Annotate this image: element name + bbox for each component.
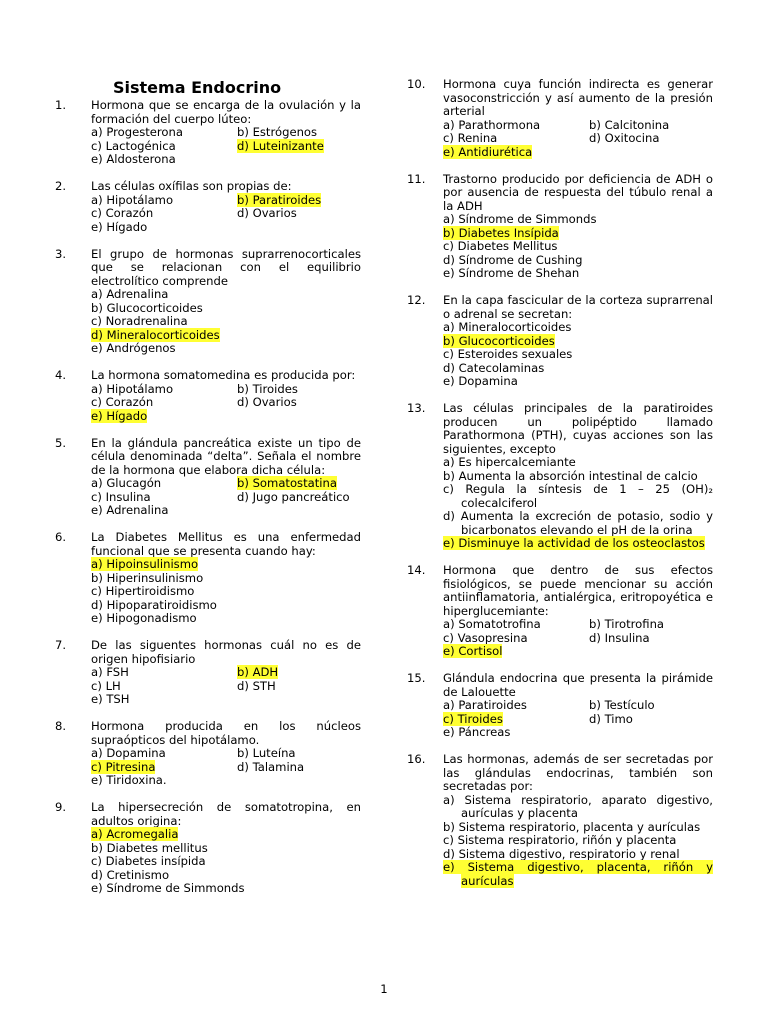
answer-option-text: a) Mineralocorticoides <box>443 320 572 334</box>
answer-option <box>443 713 589 727</box>
answer-option-text: b) Testículo <box>589 698 655 712</box>
question-text: Las células oxífilas son propias de: <box>91 179 292 193</box>
correct-answer-highlight: b) Glucocorticoides <box>443 333 555 348</box>
answer-option <box>589 699 713 713</box>
answer-option-text: d) Sistema digestivo, respiratorio y renal <box>443 846 680 861</box>
answer-option <box>589 119 713 133</box>
answer-option-text: d) Oxitocina <box>589 131 660 145</box>
question-number: 14. <box>407 563 426 577</box>
answer-option <box>443 227 713 241</box>
answer-option <box>91 572 361 586</box>
question-number: 4. <box>55 368 67 382</box>
question-item <box>407 564 713 659</box>
answer-option <box>91 761 237 775</box>
answer-option-text: a) Progesterona <box>91 125 183 139</box>
answer-option <box>237 747 361 761</box>
answer-option <box>589 618 713 632</box>
question-item <box>55 99 361 167</box>
answer-option <box>443 861 713 888</box>
answer-option <box>443 618 589 632</box>
answer-option-text: a) Es hipercalcemiante <box>443 455 576 469</box>
question-item <box>407 402 713 551</box>
answer-option <box>91 855 361 869</box>
answer-option <box>443 699 589 713</box>
answer-option <box>589 132 713 146</box>
answer-options <box>91 747 361 788</box>
answer-option <box>91 882 361 896</box>
answer-option <box>91 842 361 856</box>
answer-option-text: d) Ovarios <box>237 206 297 220</box>
answer-option <box>91 477 237 491</box>
question-number: 12. <box>407 293 426 307</box>
answer-option <box>443 146 589 160</box>
question-item <box>407 672 713 740</box>
answer-option-text: c) Insulina <box>91 489 151 504</box>
answer-option <box>91 396 237 410</box>
correct-answer-highlight: e) Hígado <box>91 408 148 423</box>
question-text: La Diabetes Mellitus es una enfermedad funcional que se presenta cuando hay: <box>91 530 361 558</box>
answer-option-text: d) Síndrome de Cushing <box>443 252 583 267</box>
answer-option-text: c) Renina <box>443 131 498 145</box>
question-text: Las células principales de la paratiroides producen un polipéptido llamado Parathormona (PTH), cuyas acciones son las siguientes, excepto <box>443 401 713 456</box>
answer-option <box>237 761 361 775</box>
correct-answer-highlight: c) Pitresina <box>91 759 156 774</box>
answer-option <box>91 558 361 572</box>
answer-option <box>443 794 713 821</box>
answer-option-text: a) FSH <box>91 665 129 679</box>
answer-option-text: b) Glucocorticoides <box>91 300 203 315</box>
answer-option-text: d) STH <box>237 678 276 693</box>
answer-options <box>443 456 713 551</box>
question-text: El grupo de hormonas suprarrenocorticales que se relacionan con el equilibrio electrolítico comprende <box>91 246 361 288</box>
answer-option <box>91 383 237 397</box>
answer-option <box>443 335 713 349</box>
answer-option-text: d) Timo <box>589 711 633 726</box>
answer-option <box>237 477 361 491</box>
left-question-list <box>55 99 361 896</box>
right-question-list <box>407 78 713 888</box>
answer-option-text: e) Adrenalina <box>91 503 169 517</box>
answer-option-text: e) Hígado <box>91 219 148 234</box>
question-item <box>55 720 361 788</box>
correct-answer-highlight: b) Diabetes Insípida <box>443 225 559 240</box>
question-number: 1. <box>55 98 67 112</box>
answer-option-text: b) Tirotrofina <box>589 617 665 631</box>
question-text: La hormona somatomedina es producida por: <box>91 368 356 382</box>
answer-option <box>91 585 361 599</box>
answer-options <box>443 699 713 740</box>
correct-answer-highlight: e) Antidiurética <box>443 144 533 159</box>
answer-option <box>91 774 237 788</box>
answer-option-text: d) Ovarios <box>237 395 297 409</box>
answer-option <box>589 713 713 727</box>
question-number: 3. <box>55 246 67 261</box>
answer-option-text: a) Somatotrofina <box>443 617 541 631</box>
answer-option <box>237 140 361 154</box>
answer-option <box>91 869 361 883</box>
answer-option-text: a) Paratiroides <box>443 698 527 712</box>
answer-option-text: a) Glucagón <box>91 476 162 490</box>
correct-answer-highlight: c) Tiroides <box>443 711 503 726</box>
answer-option <box>589 632 713 646</box>
question-text: En la capa fascicular de la corteza suprarrenal o adrenal se secretan: <box>443 293 713 321</box>
question-text: Hormona cuya función indirecta es generar vasoconstricción y así aumento de la presión arterial <box>443 77 713 118</box>
answer-option <box>91 207 237 221</box>
answer-option <box>443 321 713 335</box>
answer-option <box>443 632 589 646</box>
answer-option-text: b) Diabetes mellitus <box>91 840 208 855</box>
answer-option <box>91 612 361 626</box>
answer-option <box>443 726 589 740</box>
answer-option <box>91 828 361 842</box>
answer-option <box>237 207 361 221</box>
answer-option <box>443 375 713 389</box>
question-number: 6. <box>55 530 67 544</box>
question-item <box>55 369 361 423</box>
question-number: 7. <box>55 638 67 652</box>
answer-option-text: e) Dopamina <box>443 374 518 388</box>
question-number: 13. <box>407 401 426 415</box>
answer-option-text: d) Talamina <box>237 759 305 774</box>
answer-option <box>91 491 237 505</box>
question-item <box>55 248 361 356</box>
answer-option <box>443 267 713 281</box>
answer-option <box>237 491 361 505</box>
question-item <box>407 173 713 281</box>
answer-option <box>443 537 713 551</box>
answer-option <box>237 680 361 694</box>
answer-option-text: c) Lactogénica <box>91 138 176 153</box>
answer-option <box>91 680 237 694</box>
question-text: En la glándula pancreática existe un tipo de célula denominada “delta”. Señala el nombre de la hormona que elabora dicha célula: <box>91 435 361 477</box>
answer-option <box>91 126 237 140</box>
question-item <box>55 801 361 896</box>
answer-option-text: e) Aldosterona <box>91 152 176 166</box>
answer-option <box>91 666 237 680</box>
question-number: 16. <box>407 752 426 766</box>
answer-option <box>91 504 237 518</box>
answer-option-text: e) Tiridoxina. <box>91 773 167 787</box>
question-number: 2. <box>55 179 67 193</box>
answer-option <box>91 693 237 707</box>
answer-option-text: c) Diabetes Mellitus <box>443 239 558 253</box>
correct-answer-highlight: b) Somatostatina <box>237 476 337 490</box>
correct-answer-highlight: a) Acromegalia <box>91 827 179 841</box>
question-text: Hormona que se encarga de la ovulación y la formación del cuerpo lúteo: <box>91 98 361 126</box>
question-text: Glándula endocrina que presenta la pirámide de Lalouette <box>443 671 713 699</box>
answer-option-text: b) Sistema respiratorio, placenta y aurículas <box>443 819 701 834</box>
answer-option-text: c) Corazón <box>91 206 154 220</box>
correct-answer-highlight: b) Paratiroides <box>237 192 322 207</box>
answer-option-text: a) Sistema respiratorio, aparato digestivo, aurículas y placenta <box>443 792 713 820</box>
answer-option <box>91 194 237 208</box>
answer-option-text: c) LH <box>91 678 121 693</box>
answer-option <box>443 821 713 835</box>
answer-option-text: e) Andrógenos <box>91 341 176 355</box>
answer-options <box>443 321 713 389</box>
correct-answer-highlight: a) Hipoinsulinismo <box>91 557 199 571</box>
answer-option <box>91 410 237 424</box>
answer-option-text: d) Hipoparatiroidismo <box>91 597 217 612</box>
answer-options <box>91 194 361 235</box>
answer-option-text: d) Cretinismo <box>91 867 170 882</box>
question-text: Hormona que dentro de sus efectos fisiológicos, se puede mencionar su acción antiinflamatoria, antialérgica, eritropoyética e hiperglucemiante: <box>443 563 713 618</box>
answer-option <box>91 599 361 613</box>
answer-option <box>91 315 361 329</box>
answer-option-text: e) Síndrome de Simmonds <box>91 881 245 895</box>
answer-option <box>443 510 713 537</box>
answer-options <box>443 119 713 160</box>
question-item <box>55 180 361 234</box>
answer-option-text: c) Regula la síntesis de 1 – 25 (OH)₂ colecalciferol <box>443 482 713 510</box>
answer-option <box>443 834 713 848</box>
answer-option-text: b) Luteína <box>237 746 296 760</box>
answer-option-text: e) Páncreas <box>443 725 511 739</box>
question-number: 8. <box>55 719 67 733</box>
answer-options <box>91 666 361 707</box>
answer-options <box>91 383 361 424</box>
question-item <box>407 78 713 159</box>
answer-option-text: a) Síndrome de Simmonds <box>443 212 597 226</box>
answer-option-text: d) Catecolaminas <box>443 360 545 375</box>
answer-options <box>91 477 361 518</box>
answer-option <box>237 126 361 140</box>
answer-option-text: c) Esteroides sexuales <box>443 347 573 361</box>
correct-answer-highlight: e) Disminuye la actividad de los osteoclastos <box>443 536 705 550</box>
answer-option <box>91 329 361 343</box>
answer-options <box>91 828 361 896</box>
answer-options <box>91 288 361 356</box>
question-number: 5. <box>55 435 67 450</box>
answer-option-text: b) Tiroides <box>237 381 298 396</box>
answer-option-text: a) Hipotálamo <box>91 192 174 207</box>
answer-options <box>91 558 361 626</box>
answer-option <box>91 153 237 167</box>
answer-option <box>237 666 361 680</box>
answer-option <box>443 240 713 254</box>
answer-option <box>443 848 713 862</box>
answer-option <box>91 342 361 356</box>
answer-option <box>443 483 713 510</box>
answer-option-text: e) TSH <box>91 692 130 706</box>
answer-option <box>91 288 361 302</box>
question-item <box>407 753 713 888</box>
answer-option-text: b) Calcitonina <box>589 117 670 132</box>
question-number: 9. <box>55 800 67 814</box>
correct-answer-highlight: e) Cortisol <box>443 644 503 658</box>
answer-option <box>91 221 237 235</box>
correct-answer-highlight: b) ADH <box>237 665 279 679</box>
answer-option <box>443 470 713 484</box>
question-number: 10. <box>407 77 426 91</box>
answer-option <box>443 456 713 470</box>
answer-option <box>237 396 361 410</box>
answer-option <box>443 132 589 146</box>
answer-option-text: b) Estrógenos <box>237 125 318 139</box>
answer-option <box>443 645 589 659</box>
answer-option-text: d) Jugo pancreático <box>237 489 350 504</box>
answer-options <box>91 126 361 167</box>
question-text: De las siguentes hormonas cuál no es de origen hipofisiario <box>91 638 361 666</box>
answer-option-text: a) Hipotálamo <box>91 381 174 396</box>
answer-option <box>443 213 713 227</box>
answer-options <box>443 618 713 659</box>
correct-answer-highlight: d) Mineralocorticoides <box>91 327 220 342</box>
right-column <box>407 78 713 902</box>
answer-options <box>443 213 713 281</box>
page-number: 1 <box>380 982 388 996</box>
question-text: Trastorno producido por deficiencia de ADH o por ausencia de respuesta del túbulo renal a la ADH <box>443 171 713 213</box>
answer-option-text: b) Aumenta la absorción intestinal de calcio <box>443 468 698 483</box>
answer-option-text: e) Hipogonadismo <box>91 611 197 625</box>
question-text: Hormona producida en los núcleos supraópticos del hipotálamo. <box>91 719 361 747</box>
answer-option-text: c) Hipertiroidismo <box>91 584 195 598</box>
left-column <box>55 78 361 909</box>
question-item <box>407 294 713 389</box>
answer-option <box>91 747 237 761</box>
answer-option <box>91 302 361 316</box>
question-item <box>55 531 361 626</box>
question-item <box>55 437 361 518</box>
answer-option-text: c) Sistema respiratorio, riñón y placenta <box>443 833 677 847</box>
answer-option-text: e) Síndrome de Shehan <box>443 266 580 280</box>
page-title: Sistema Endocrino <box>113 78 282 97</box>
question-text: La hipersecreción de somatotropina, en adultos origina: <box>91 800 361 828</box>
question-item <box>55 639 361 707</box>
answer-option-text: c) Diabetes insípida <box>91 854 206 868</box>
correct-answer-highlight: d) Luteinizante <box>237 138 324 153</box>
answer-option-text: a) Parathormona <box>443 117 541 132</box>
answer-options <box>443 794 713 889</box>
answer-option <box>443 348 713 362</box>
correct-answer-highlight: e) Sistema digestivo, placenta, riñón y aurículas <box>443 860 713 888</box>
answer-option <box>443 119 589 133</box>
question-number: 11. <box>407 171 426 186</box>
answer-option-text: d) Insulina <box>589 630 650 645</box>
answer-option <box>443 254 713 268</box>
answer-option-text: d) Aumenta la excreción de potasio, sodio y bicarbonatos elevando el pH de la orina <box>443 509 713 537</box>
answer-option <box>443 362 713 376</box>
answer-option-text: a) Adrenalina <box>91 287 169 301</box>
answer-option-text: c) Vasopresina <box>443 630 528 645</box>
answer-option-text: c) Corazón <box>91 395 154 409</box>
answer-option-text: c) Noradrenalina <box>91 314 188 328</box>
answer-option <box>237 194 361 208</box>
question-text: Las hormonas, además de ser secretadas por las glándulas endocrinas, también son secretadas por: <box>443 752 713 793</box>
question-number: 15. <box>407 671 426 685</box>
answer-option-text: b) Hiperinsulinismo <box>91 570 204 585</box>
answer-option <box>237 383 361 397</box>
answer-option <box>91 140 237 154</box>
answer-option-text: a) Dopamina <box>91 746 166 760</box>
